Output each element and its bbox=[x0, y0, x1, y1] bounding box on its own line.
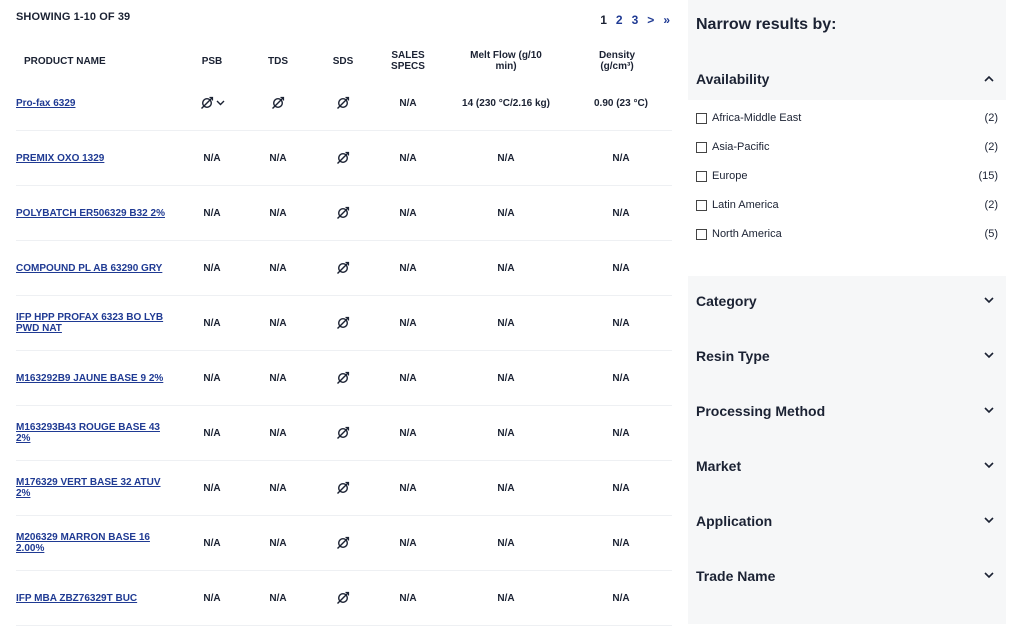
product-link[interactable]: POLYBATCH ER506329 B32 2% bbox=[16, 207, 165, 219]
results-table bbox=[16, 76, 672, 626]
melt-value: N/A bbox=[497, 317, 515, 329]
sales-value: N/A bbox=[399, 152, 417, 164]
sales-value: N/A bbox=[399, 207, 417, 219]
product-name-cell bbox=[16, 461, 176, 515]
filter-category-label: Category bbox=[696, 293, 757, 309]
sds-document-cell bbox=[323, 241, 363, 295]
filter-resin-type-label: Resin Type bbox=[696, 348, 770, 364]
product-name-cell bbox=[16, 186, 176, 240]
chevron-down-icon bbox=[984, 350, 994, 362]
last-page-link[interactable]: » bbox=[663, 13, 670, 27]
availability-option-label: Europe bbox=[712, 170, 748, 182]
table-row bbox=[16, 186, 672, 241]
melt-value: N/A bbox=[497, 592, 515, 604]
sds-document-cell bbox=[323, 76, 363, 130]
tds-value: N/A bbox=[269, 317, 287, 329]
tds-document-cell bbox=[258, 76, 298, 130]
sds-document-cell bbox=[323, 571, 363, 625]
density-value: N/A bbox=[612, 482, 630, 494]
availability-checkbox[interactable] bbox=[696, 171, 707, 182]
page-2-link[interactable]: 2 bbox=[615, 13, 623, 27]
sales-value: N/A bbox=[399, 427, 417, 439]
density-value: N/A bbox=[612, 207, 630, 219]
sds-document-icon[interactable] bbox=[336, 481, 350, 495]
filter-application-label: Application bbox=[696, 513, 773, 529]
sales-value: N/A bbox=[399, 262, 417, 274]
tds-document-icon[interactable] bbox=[271, 96, 285, 110]
tds-value: N/A bbox=[269, 592, 287, 604]
chevron-down-icon bbox=[984, 460, 994, 472]
sds-document-icon[interactable] bbox=[336, 96, 350, 110]
sales-value: N/A bbox=[399, 537, 417, 549]
psb-document-cell bbox=[192, 76, 232, 130]
page-3-link[interactable]: 3 bbox=[631, 13, 639, 27]
column-header-psb: PSB bbox=[201, 55, 223, 67]
availability-checkbox[interactable] bbox=[696, 229, 707, 240]
table-row bbox=[16, 351, 672, 406]
sales-value: N/A bbox=[399, 592, 417, 604]
filter-processing-method-toggle[interactable] bbox=[696, 399, 998, 423]
column-header-density: Density (g/cm³) bbox=[598, 50, 636, 72]
density-value: N/A bbox=[612, 537, 630, 549]
availability-option-label: North America bbox=[712, 228, 782, 240]
product-link[interactable]: M163292B9 JAUNE BASE 9 2% bbox=[16, 372, 164, 384]
table-row bbox=[16, 76, 672, 131]
next-page-link[interactable]: > bbox=[647, 13, 655, 27]
psb-value: N/A bbox=[203, 372, 221, 384]
filter-category-toggle[interactable] bbox=[696, 289, 998, 313]
melt-value: N/A bbox=[497, 262, 515, 274]
availability-checkbox[interactable] bbox=[696, 142, 707, 153]
availability-options-panel bbox=[688, 100, 1006, 276]
column-header-melt-flow: Melt Flow (g/10 min) bbox=[470, 50, 542, 72]
psb-value: N/A bbox=[203, 262, 221, 274]
chevron-down-icon[interactable] bbox=[216, 98, 225, 108]
sales-value: N/A bbox=[399, 372, 417, 384]
column-header-sales-specs: SALES SPECS bbox=[391, 50, 425, 72]
availability-option-count: (15) bbox=[978, 170, 998, 182]
product-name-cell bbox=[16, 516, 176, 570]
product-name-cell bbox=[16, 351, 176, 405]
product-link[interactable]: IFP HPP PROFAX 6323 BO LYB PWD NAT bbox=[16, 312, 164, 334]
table-row bbox=[16, 131, 672, 186]
sds-document-cell bbox=[323, 461, 363, 515]
filter-trade-name-label: Trade Name bbox=[696, 568, 776, 584]
availability-checkbox[interactable] bbox=[696, 113, 707, 124]
sds-document-icon[interactable] bbox=[336, 206, 350, 220]
sds-document-icon[interactable] bbox=[336, 316, 350, 330]
filter-resin-type-toggle[interactable] bbox=[696, 344, 998, 368]
product-name-cell bbox=[16, 131, 176, 185]
psb-value: N/A bbox=[203, 207, 221, 219]
filter-market-toggle[interactable] bbox=[696, 454, 998, 478]
sds-document-icon[interactable] bbox=[336, 371, 350, 385]
sds-document-cell bbox=[323, 296, 363, 350]
product-link[interactable]: Pro-fax 6329 bbox=[16, 97, 76, 109]
column-header-sds: SDS bbox=[332, 55, 354, 67]
melt-value: N/A bbox=[497, 372, 515, 384]
melt-value: N/A bbox=[497, 427, 515, 439]
chevron-down-icon bbox=[984, 570, 994, 582]
filter-application-toggle[interactable] bbox=[696, 509, 998, 533]
tds-value: N/A bbox=[269, 152, 287, 164]
sds-document-icon[interactable] bbox=[336, 591, 350, 605]
product-link[interactable]: COMPOUND PL AB 63290 GRY bbox=[16, 262, 163, 274]
product-name-cell bbox=[16, 241, 176, 295]
availability-option-count: (2) bbox=[984, 141, 998, 153]
product-link[interactable]: IFP MBA ZBZ76329T BUC bbox=[16, 592, 138, 604]
filter-processing-method-label: Processing Method bbox=[696, 403, 826, 419]
table-row bbox=[16, 571, 672, 626]
psb-value: N/A bbox=[203, 152, 221, 164]
column-header-tds: TDS bbox=[268, 55, 288, 67]
filter-market-label: Market bbox=[696, 458, 742, 474]
pagination bbox=[600, 13, 670, 27]
availability-option[interactable] bbox=[696, 110, 1002, 126]
product-link[interactable]: M176329 VERT BASE 32 ATUV 2% bbox=[16, 477, 161, 499]
melt-value: N/A bbox=[497, 482, 515, 494]
melt-value: N/A bbox=[497, 207, 515, 219]
density-value: N/A bbox=[612, 262, 630, 274]
availability-option-count: (2) bbox=[984, 112, 998, 124]
availability-checkbox[interactable] bbox=[696, 200, 707, 211]
tds-value: N/A bbox=[269, 372, 287, 384]
density-value: N/A bbox=[612, 152, 630, 164]
tds-value: N/A bbox=[269, 537, 287, 549]
sales-value: N/A bbox=[399, 482, 417, 494]
sidebar-title: Narrow results by: bbox=[696, 16, 837, 33]
tds-value: N/A bbox=[269, 262, 287, 274]
product-link[interactable]: M163293B43 ROUGE BASE 43 2% bbox=[16, 422, 160, 444]
tds-value: N/A bbox=[269, 207, 287, 219]
filter-availability-label: Availability bbox=[696, 71, 770, 87]
table-row bbox=[16, 406, 672, 461]
sds-document-cell bbox=[323, 351, 363, 405]
melt-value: 14 (230 °C/2.16 kg) bbox=[462, 97, 550, 109]
table-row bbox=[16, 296, 672, 351]
product-name-cell bbox=[16, 76, 176, 130]
melt-value: N/A bbox=[497, 537, 515, 549]
sds-document-icon[interactable] bbox=[336, 426, 350, 440]
availability-option-count: (2) bbox=[984, 199, 998, 211]
results-count: SHOWING 1-10 OF 39 bbox=[16, 11, 131, 23]
sales-value: N/A bbox=[399, 317, 417, 329]
sds-document-icon[interactable] bbox=[336, 261, 350, 275]
filter-sidebar bbox=[688, 0, 1006, 624]
availability-option[interactable] bbox=[696, 226, 1002, 242]
psb-value: N/A bbox=[203, 592, 221, 604]
density-value: N/A bbox=[612, 317, 630, 329]
melt-value: N/A bbox=[497, 152, 515, 164]
sds-document-icon[interactable] bbox=[336, 151, 350, 165]
density-value: 0.90 (23 °C) bbox=[593, 97, 649, 109]
psb-value: N/A bbox=[203, 317, 221, 329]
availability-option-count: (5) bbox=[984, 228, 998, 240]
chevron-down-icon bbox=[984, 405, 994, 417]
product-link[interactable]: PREMIX OXO 1329 bbox=[16, 152, 105, 164]
table-row bbox=[16, 516, 672, 571]
availability-option[interactable] bbox=[696, 139, 1002, 155]
filter-availability-toggle[interactable] bbox=[696, 67, 998, 91]
psb-value: N/A bbox=[203, 537, 221, 549]
results-panel bbox=[16, 0, 672, 624]
page-1-link[interactable]: 1 bbox=[600, 13, 607, 27]
availability-option[interactable] bbox=[696, 197, 1002, 213]
product-name-cell bbox=[16, 571, 176, 625]
sds-document-cell bbox=[323, 186, 363, 240]
chevron-down-icon bbox=[984, 515, 994, 527]
density-value: N/A bbox=[612, 592, 630, 604]
psb-value: N/A bbox=[203, 482, 221, 494]
availability-option-label: Africa-Middle East bbox=[712, 112, 802, 124]
density-value: N/A bbox=[612, 427, 630, 439]
availability-option-label: Asia-Pacific bbox=[712, 141, 770, 153]
table-row bbox=[16, 241, 672, 296]
sales-value: N/A bbox=[399, 97, 417, 109]
availability-option-label: Latin America bbox=[712, 199, 779, 211]
sds-document-cell bbox=[323, 131, 363, 185]
product-name-cell bbox=[16, 406, 176, 460]
chevron-down-icon bbox=[984, 295, 994, 307]
availability-option[interactable] bbox=[696, 168, 1002, 184]
density-value: N/A bbox=[612, 372, 630, 384]
psb-document-icon[interactable] bbox=[200, 96, 214, 110]
tds-value: N/A bbox=[269, 482, 287, 494]
psb-value: N/A bbox=[203, 427, 221, 439]
tds-value: N/A bbox=[269, 427, 287, 439]
sds-document-cell bbox=[323, 406, 363, 460]
sds-document-icon[interactable] bbox=[336, 536, 350, 550]
product-name-cell bbox=[16, 296, 176, 350]
sds-document-cell bbox=[323, 516, 363, 570]
column-header-product-name: PRODUCT NAME bbox=[24, 55, 106, 67]
chevron-up-icon bbox=[984, 73, 994, 85]
filter-trade-name-toggle[interactable] bbox=[696, 564, 998, 588]
table-row bbox=[16, 461, 672, 516]
product-link[interactable]: M206329 MARRON BASE 16 2.00% bbox=[16, 532, 150, 554]
